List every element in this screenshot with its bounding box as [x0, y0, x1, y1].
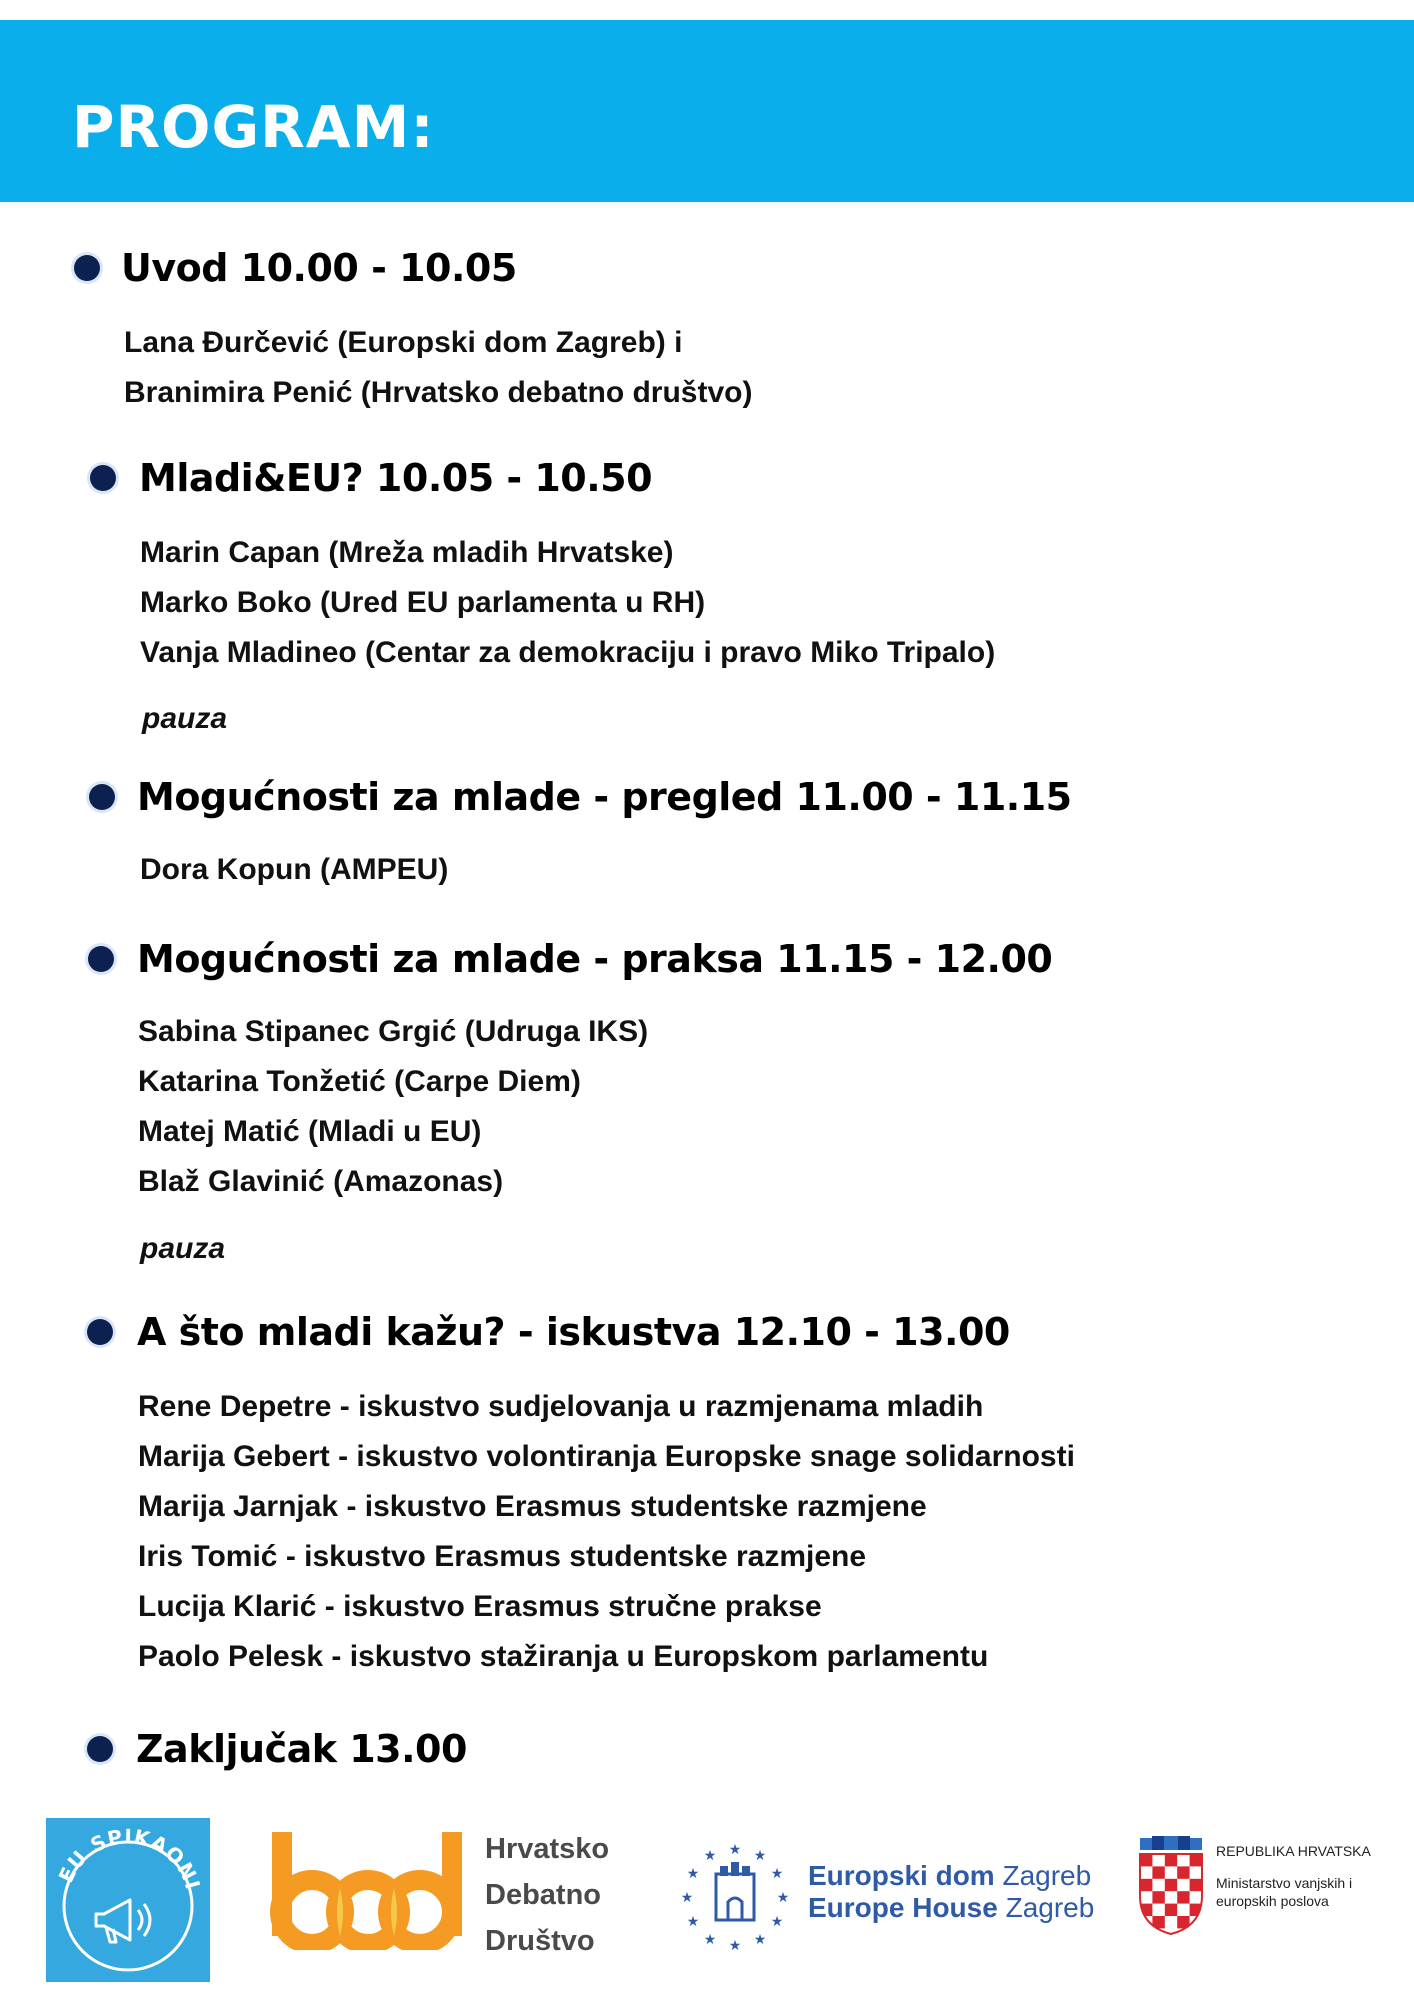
section-title: Zaključak 13.00: [136, 1727, 467, 1771]
svg-text:★: ★: [770, 1866, 784, 1882]
bullet-icon: [90, 465, 116, 491]
program-section: [0, 243, 1414, 409]
hdd-name-line: Društvo: [485, 1925, 595, 1957]
pause-label: pauza: [142, 702, 228, 735]
speaker-line: Matej Matić (Mladi u EU): [138, 1115, 482, 1148]
speaker-line: Marin Capan (Mreža mladih Hrvatske): [140, 536, 674, 569]
svg-text:★: ★: [728, 1842, 742, 1858]
svg-text:★: ★: [776, 1890, 790, 1906]
eu-spikaonica-logo: [46, 1818, 210, 1982]
hdd-name-line: Debatno: [485, 1879, 601, 1911]
svg-text:★: ★: [686, 1914, 700, 1930]
sponsor-logos: [0, 1810, 1414, 2000]
svg-text:★: ★: [753, 1932, 767, 1948]
speaker-line: Vanja Mladineo (Centar za demokraciju i pravo Miko Tripalo): [140, 636, 996, 669]
europe-house-line-en: Europe House Zagreb: [808, 1892, 1095, 1923]
section-title: Mladi&EU? 10.05 - 10.50: [139, 456, 653, 500]
svg-text:★: ★: [728, 1938, 742, 1952]
bullet-icon: [89, 784, 115, 810]
bullet-icon: [87, 1736, 113, 1762]
program-section: [0, 772, 1414, 886]
speaker-line: Dora Kopun (AMPEU): [140, 853, 449, 886]
ministry-logo: [1136, 1836, 1376, 1956]
program-section: [0, 453, 1414, 735]
header-banner: [0, 20, 1414, 202]
speaker-line: Marija Jarnjak - iskustvo Erasmus studentske razmjene: [138, 1490, 927, 1523]
svg-text:★: ★: [686, 1866, 700, 1882]
hdd-emblem: [266, 1832, 466, 1950]
section-heading: [0, 243, 1414, 293]
svg-text:EU SPIKAONICA: [46, 1818, 205, 1893]
croatian-coat-of-arms-icon: [1136, 1836, 1206, 1936]
program-section: [0, 1307, 1414, 1673]
section-title: Uvod 10.00 - 10.05: [121, 246, 517, 290]
speaker-line: Lucija Klarić - iskustvo Erasmus stručne prakse: [138, 1590, 822, 1623]
speaker-line: Lana Đurčević (Europski dom Zagreb) i: [124, 326, 683, 359]
section-title: A što mladi kažu? - iskustva 12.10 - 13.00: [137, 1310, 1010, 1354]
section-heading: [0, 934, 1414, 984]
section-heading: [0, 772, 1414, 822]
ministry-country: REPUBLIKA HRVATSKA: [1216, 1843, 1371, 1859]
program-section: [0, 934, 1414, 1265]
pause-label: pauza: [140, 1232, 226, 1265]
speaker-line: Branimira Penić (Hrvatsko debatno društvo): [124, 376, 753, 409]
svg-text:★: ★: [770, 1914, 784, 1930]
europe-house-logo: [680, 1840, 1100, 1970]
speaker-line: Katarina Tonžetić (Carpe Diem): [138, 1065, 581, 1098]
section-title: Mogućnosti za mlade - praksa 11.15 - 12.00: [137, 937, 1053, 981]
svg-text:★: ★: [703, 1932, 717, 1948]
svg-text:★: ★: [680, 1890, 694, 1906]
eu-spikaonica-text: EU SPIKAONI: [53, 1824, 206, 1893]
bullet-icon: [74, 255, 100, 281]
hdd-logo: [266, 1832, 646, 1982]
megaphone-icon: [96, 1900, 150, 1942]
europe-house-line-hr: Europski dom Zagreb: [808, 1860, 1092, 1891]
speaker-line: Sabina Stipanec Grgić (Udruga IKS): [138, 1015, 649, 1048]
eu-spikaonica-emblem: [46, 1818, 210, 1982]
speaker-line: Iris Tomić - iskustvo Erasmus studentske razmjene: [138, 1540, 867, 1573]
section-heading: [0, 1724, 1414, 1774]
svg-text:★: ★: [703, 1848, 717, 1864]
svg-text:★: ★: [753, 1848, 767, 1864]
speaker-line: Blaž Glavinić (Amazonas): [138, 1165, 504, 1198]
speaker-line: Marija Gebert - iskustvo volontiranja Europske snage solidarnosti: [138, 1440, 1075, 1473]
ministry-name-line: Ministarstvo vanjskih i: [1216, 1875, 1353, 1891]
bullet-icon: [87, 1319, 113, 1345]
hdd-name-line: Hrvatsko: [485, 1833, 610, 1865]
speaker-line: Rene Depetre - iskustvo sudjelovanja u razmjenama mladih: [138, 1390, 984, 1423]
bullet-icon: [88, 946, 114, 972]
section-title: Mogućnosti za mlade - pregled 11.00 - 11.15: [137, 775, 1072, 819]
page-title: PROGRAM:: [72, 93, 435, 161]
speaker-line: Paolo Pelesk - iskustvo stažiranja u Europskom parlamentu: [138, 1640, 989, 1673]
program-section: [0, 1724, 1414, 1774]
speaker-line: Marko Boko (Ured EU parlamenta u RH): [140, 586, 706, 619]
ministry-name-line: europskih poslova: [1216, 1893, 1329, 1909]
europe-house-emblem: [680, 1840, 790, 1952]
section-heading: [0, 453, 1414, 503]
section-heading: [0, 1307, 1414, 1357]
